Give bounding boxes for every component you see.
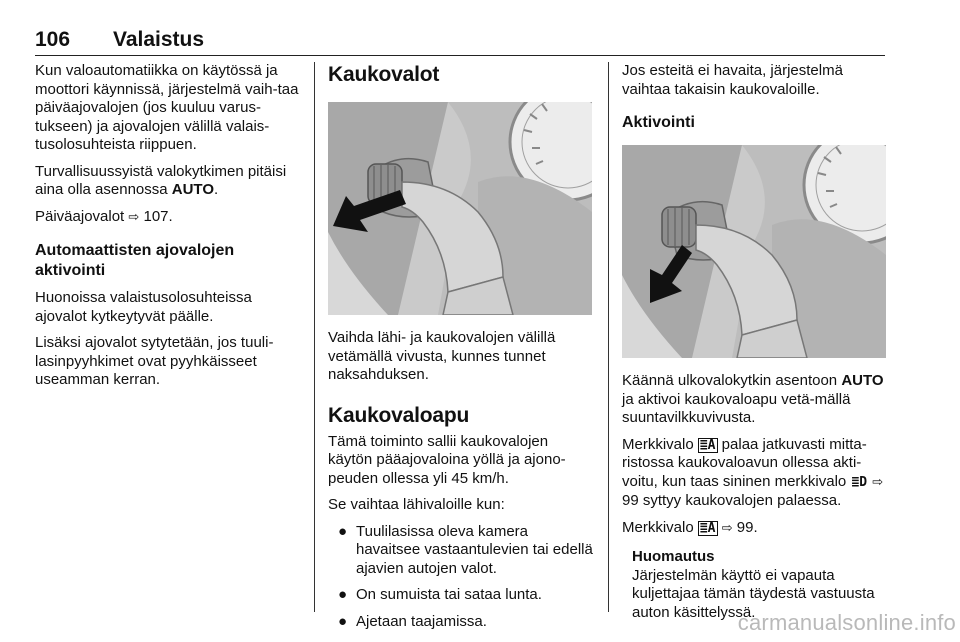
activation-lever-illustration [622,145,886,358]
list-item-text: Ajetaan taajamissa. [356,612,487,630]
paragraph-low-light: Huonoissa valaistusolosuhteissa ajovalot kytkeytyvät päälle. [35,289,252,325]
page-reference[interactable]: 99. [736,518,758,536]
high-beam-indicator-icon: ≣D [851,474,868,490]
column-left [35,62,303,398]
conditions-list [334,523,594,632]
paragraph-auto-light: Kun valoautomatiikka on käytössä ja moottori käynnissä, järjestelmä vaih-taa päiväajovalojen (jos kuuluu varus-tukseen) ja ajovalojen välillä valais-tusolosuhteista riippuen. [35,62,299,153]
page-number: 106 [35,28,71,51]
text: Merkkivalo [622,518,698,536]
high-beam-assist-indicator-icon: ≣A [699,520,716,536]
paragraph-return-high-beam: Jos esteitä ei havaita, järjestelmä vaihtaa takaisin kaukovaloille. [622,62,843,98]
xref-arrow-icon: ⇨ [872,474,884,490]
watermark: carmanualsonline.info [737,610,956,635]
bullet-icon: ● [338,612,348,630]
heading-activation: Aktivointi [622,114,695,131]
list-item [334,523,594,579]
text: Merkkivalo [622,435,698,453]
bullet-icon: ● [338,586,348,603]
paragraph-switch-conditions: Se vaihtaa lähivaloille kun: [328,496,505,513]
column-divider [314,62,315,612]
page-title: Valaistus [113,28,205,51]
xref-arrow-icon: ⇨ [128,209,140,225]
heading-high-beam-assist: Kaukovaloapu [328,403,470,427]
column-divider [608,62,609,612]
text: palaa jatkuvasti mitta-ristossa kaukovaloavun ollessa akti-voitu, kun taas sininen merkkivalo [622,435,867,490]
paragraph-daytime-lights [35,208,303,228]
paragraph-switch-beams: Vaihda lähi- ja kaukovalojen välillä vetämällä vivusta, kunnes tunnet naksahduksen. [328,329,556,383]
paragraph-indicator [622,519,886,539]
text: . [214,181,219,198]
heading-high-beam: Kaukovalot [328,63,440,86]
paragraph-indicator-hba [622,436,886,511]
text: ja aktivoi kaukovaloapu vetä-mällä suuntavilkkuvivusta. [622,390,851,426]
bold-auto: AUTO [171,181,214,198]
xref-arrow-icon: ⇨ [721,520,733,536]
bullet-icon: ● [338,522,348,540]
paragraph-turn-switch [622,372,886,428]
paragraph-assist-function: Tämä toiminto sallii kaukovalojen käytön pääajovaloina yöllä ja ajono-peuden ollessa yli 45 km/h. [328,432,566,487]
page-reference[interactable]: 107. [143,207,173,225]
page-header [35,22,885,56]
list-item [334,586,594,605]
column-right [622,62,886,622]
paragraph-safety [35,163,303,200]
text: Päiväajovalot [35,207,129,225]
page-reference[interactable]: 99 syttyy kaukovalojen palaessa. [622,492,842,509]
lever-illustration-icon [328,102,592,315]
note-body: Järjestelmän käyttö ei vapauta kuljettajaa tämän täydestä vastuusta auton käsittelyssä. [632,566,875,621]
text: Käännä ulkovalokytkin asentoon [622,372,842,389]
heading-auto-headlights: Automaattisten ajovalojen aktivointi [35,242,235,279]
paragraph-wipers: Lisäksi ajovalot sytytetään, jos tuuli-lasinpyyhkimet ovat pyyhkäisseet useamman kerran. [35,334,274,388]
column-middle [328,62,594,639]
bold-auto: AUTO [841,372,884,389]
high-beam-assist-indicator-icon: ≣A [699,437,716,453]
list-item-text: Tuulilasissa oleva kamera havaitsee vastaantulevien tai edellä ajavien autojen valot. [356,522,593,577]
list-item-text: On sumuista tai sataa lunta. [356,586,542,603]
list-item [334,613,594,632]
note-title: Huomautus [632,548,715,565]
lever-illustration-icon [622,145,886,358]
text: Turvallisuussyistä valokytkimen pitäisi aina olla asennossa [35,162,287,198]
high-beam-lever-illustration [328,102,592,315]
